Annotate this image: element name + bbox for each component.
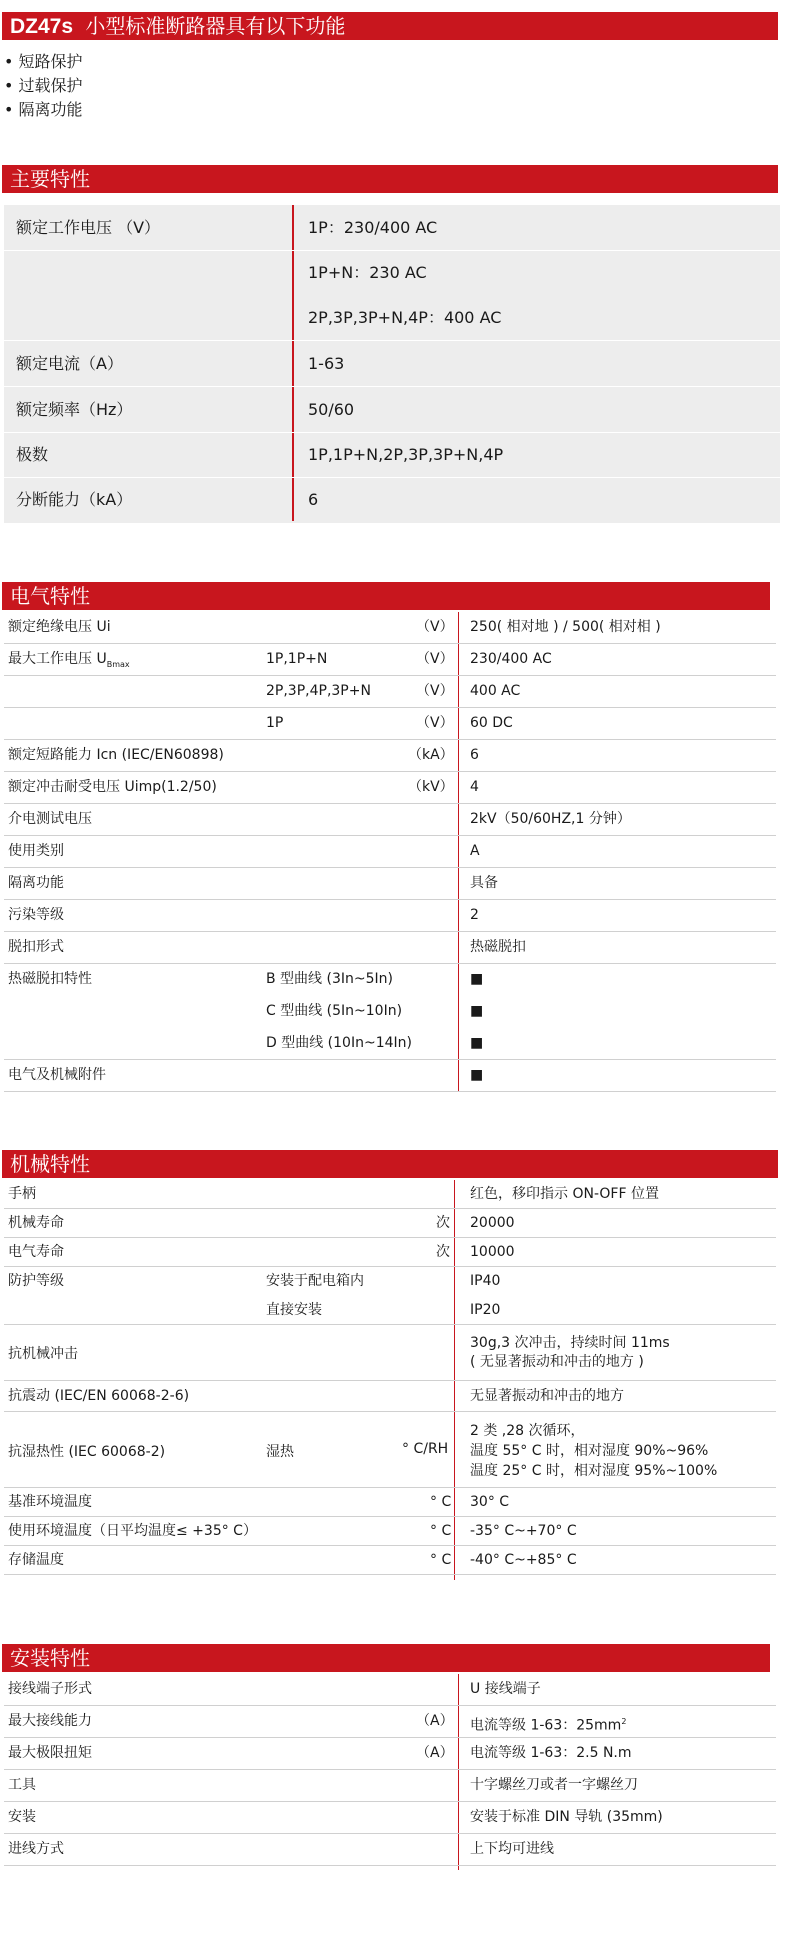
spec-value: 1-63 (308, 354, 345, 373)
table-row (4, 772, 776, 804)
table-row (4, 432, 780, 478)
spec-unit: （kV） (408, 779, 454, 795)
page-title: 小型标准断路器具有以下功能 (85, 14, 346, 38)
spec-value: 1P+N：230 AC (308, 263, 427, 282)
spec-sublabel: 直接安装 (266, 1302, 322, 1318)
spec-label: 手柄 (8, 1186, 36, 1202)
table-row (4, 1180, 776, 1209)
spec-unit: 次 (436, 1215, 450, 1231)
spec-value: 无显著振动和冲击的地方 (470, 1388, 624, 1404)
spec-label: 抗震动 (IEC/EN 60068-2-6) (8, 1388, 190, 1404)
spec-label: 分断能力（kA） (16, 490, 133, 509)
table-row (4, 1738, 776, 1770)
spec-label: 防护等级 (8, 1273, 64, 1289)
spec-unit: ° C/RH (402, 1441, 449, 1457)
table-row (4, 1517, 776, 1546)
spec-label: 额定工作电压 （V） (16, 218, 161, 237)
table-row (4, 1488, 776, 1517)
table-row (4, 1028, 776, 1060)
spec-unit: （A） (416, 1713, 454, 1729)
spec-unit: ° C (430, 1494, 452, 1510)
table-row (4, 1834, 776, 1866)
spec-unit: （V） (416, 651, 454, 667)
table-row (4, 1770, 776, 1802)
spec-value: 6 (308, 490, 319, 509)
spec-value: 上下均可进线 (470, 1841, 554, 1857)
spec-unit: （V） (416, 683, 454, 699)
table-row (4, 1296, 776, 1325)
spec-sublabel: 1P (266, 715, 284, 731)
spec-value: 温度 25° C 时，相对湿度 95%~100% (470, 1463, 718, 1479)
spec-unit: 次 (436, 1244, 450, 1260)
model-name: DZ47s (10, 15, 74, 38)
spec-value: 60 DC (470, 715, 513, 731)
table-row (4, 676, 776, 708)
spec-value: 1P：230/400 AC (308, 218, 438, 237)
spec-label: 最大工作电压 $U_{Bmax}$ (8, 651, 130, 669)
spec-label: 极数 (16, 445, 49, 464)
spec-sublabel: 湿热 (266, 1444, 294, 1460)
spec-value: 安装于标准 DIN 导轨 (35mm) (470, 1809, 663, 1825)
spec-label: 电气寿命 (8, 1244, 64, 1260)
spec-unit: （V） (416, 715, 454, 731)
spec-value: 具备 (470, 875, 498, 891)
header-bar (2, 12, 778, 40)
spec-label: 额定短路能力 Icn (IEC/EN60898) (8, 747, 224, 763)
spec-label: 额定绝缘电压 Ui (8, 619, 111, 635)
spec-label: 基准环境温度 (8, 1494, 92, 1510)
spec-value: 2 类 ,28 次循环， (470, 1423, 585, 1439)
spec-label: 污染等级 (8, 907, 64, 923)
electrical-spec-table (4, 612, 776, 1092)
spec-unit: （V） (416, 619, 454, 635)
spec-unit: ° C (430, 1523, 452, 1539)
spec-value: 230/400 AC (470, 651, 552, 667)
table-row (4, 1238, 776, 1267)
table-row (4, 964, 776, 995)
spec-value: 电流等级 1-63：$25mm^2$ (470, 1717, 627, 1734)
spec-value: 1P,1P+N,2P,3P,3P+N,4P (308, 445, 504, 464)
spec-unit: （kA） (408, 747, 454, 763)
spec-value: 热磁脱扣 (470, 939, 526, 955)
spec-label: 最大接线能力 (8, 1713, 92, 1729)
spec-value: 10000 (470, 1244, 515, 1260)
spec-value: A (470, 843, 480, 859)
table-row (4, 932, 776, 964)
spec-label: 进线方式 (8, 1841, 64, 1857)
table-row (4, 1267, 776, 1295)
spec-value: IP20 (470, 1302, 501, 1318)
table-row (4, 708, 776, 740)
checked-mark: ■ (470, 1003, 484, 1019)
checked-mark: ■ (470, 1035, 484, 1051)
spec-value: 2 (470, 907, 479, 923)
main-spec-table (4, 205, 780, 523)
spec-value: ( 无显著振动和冲击的地方 ) (470, 1354, 644, 1370)
spec-label: 工具 (8, 1777, 36, 1793)
table-row (4, 612, 776, 644)
spec-sublabel: D 型曲线 (10In~14In) (266, 1035, 412, 1051)
table-row (4, 1674, 776, 1706)
spec-value: 温度 55° C 时，相对湿度 90%~96% (470, 1443, 709, 1459)
spec-value: 50/60 (308, 400, 355, 419)
table-row (4, 295, 780, 341)
table-row (4, 1060, 776, 1092)
spec-value: 十字螺丝刀或者一字螺丝刀 (470, 1777, 638, 1793)
section-title-electrical: 电气特性 (2, 582, 770, 610)
table-row (4, 1209, 776, 1238)
table-row (4, 1325, 776, 1381)
function-item: • 隔离功能 (4, 100, 83, 119)
table-row (4, 477, 780, 522)
spec-label: 抗湿热性 (IEC 60068-2) (8, 1444, 166, 1460)
spec-value: 250( 相对地 ) / 500( 相对相 ) (470, 619, 661, 635)
spec-value: 30° C (470, 1494, 510, 1510)
table-row (4, 1546, 776, 1575)
spec-label: 额定冲击耐受电压 Uimp(1.2/50) (8, 779, 217, 795)
spec-label: 额定频率（Hz） (16, 400, 133, 419)
table-row (4, 1412, 776, 1488)
mechanical-spec-table (4, 1180, 776, 1580)
function-item: • 过载保护 (4, 76, 83, 95)
section-title-mechanical: 机械特性 (2, 1150, 778, 1178)
table-row (4, 900, 776, 932)
table-row (4, 1802, 776, 1834)
spec-unit: ° C (430, 1552, 452, 1568)
spec-label: 脱扣形式 (8, 939, 64, 955)
spec-unit: （A） (416, 1745, 454, 1761)
table-row (4, 868, 776, 900)
spec-value: -35° C~+70° C (470, 1523, 577, 1539)
spec-label: 存储温度 (8, 1552, 64, 1568)
spec-value: 30g,3 次冲击，持续时间 11ms (470, 1335, 670, 1351)
spec-sublabel: 2P,3P,4P,3P+N (266, 683, 371, 699)
spec-sublabel: 安装于配电箱内 (266, 1273, 364, 1289)
spec-label: 抗机械冲击 (8, 1346, 78, 1362)
checked-mark: ■ (470, 1067, 484, 1083)
section-title-main: 主要特性 (2, 165, 778, 193)
spec-sublabel: C 型曲线 (5In~10In) (266, 1003, 403, 1019)
spec-label: 最大极限扭矩 (8, 1745, 92, 1761)
spec-value: 2kV（50/60HZ,1 分钟） (470, 811, 631, 827)
spec-value: 20000 (470, 1215, 515, 1231)
spec-label: 介电测试电压 (8, 811, 92, 827)
spec-value: 400 AC (470, 683, 521, 699)
table-row (4, 836, 776, 868)
table-row (4, 996, 776, 1027)
spec-label: 热磁脱扣特性 (8, 971, 92, 987)
spec-value: 4 (470, 779, 479, 795)
spec-value: 6 (470, 747, 479, 763)
spec-label: 使用类别 (8, 843, 64, 859)
table-row (4, 250, 780, 295)
spec-value: -40° C~+85° C (470, 1552, 577, 1568)
installation-spec-table (4, 1674, 776, 1870)
checked-mark: ■ (470, 971, 484, 987)
table-row (4, 644, 776, 676)
spec-label: 安装 (8, 1809, 36, 1825)
table-row (4, 205, 780, 251)
table-row (4, 1381, 776, 1412)
spec-label: 隔离功能 (8, 875, 64, 891)
spec-sublabel: 1P,1P+N (266, 651, 328, 667)
spec-label: 接线端子形式 (8, 1681, 92, 1697)
spec-sublabel: B 型曲线 (3In~5In) (266, 971, 393, 987)
section-title-installation: 安装特性 (2, 1644, 770, 1672)
table-row (4, 341, 780, 387)
spec-label: 额定电流（A） (16, 354, 123, 373)
table-row (4, 740, 776, 772)
spec-label: 机械寿命 (8, 1215, 64, 1231)
table-row (4, 1706, 776, 1738)
spec-label: 电气及机械附件 (8, 1067, 106, 1083)
table-row (4, 804, 776, 836)
spec-value: 2P,3P,3P+N,4P：400 AC (308, 308, 502, 327)
spec-value: U 接线端子 (470, 1681, 541, 1697)
table-row (4, 387, 780, 433)
spec-value: IP40 (470, 1273, 501, 1289)
spec-label: 使用环境温度（日平均温度≤ +35° C） (8, 1523, 257, 1539)
spec-value: 红色，移印指示 ON-OFF 位置 (470, 1186, 659, 1202)
function-item: • 短路保护 (4, 52, 83, 71)
spec-value: 电流等级 1-63：2.5 N.m (470, 1745, 632, 1761)
